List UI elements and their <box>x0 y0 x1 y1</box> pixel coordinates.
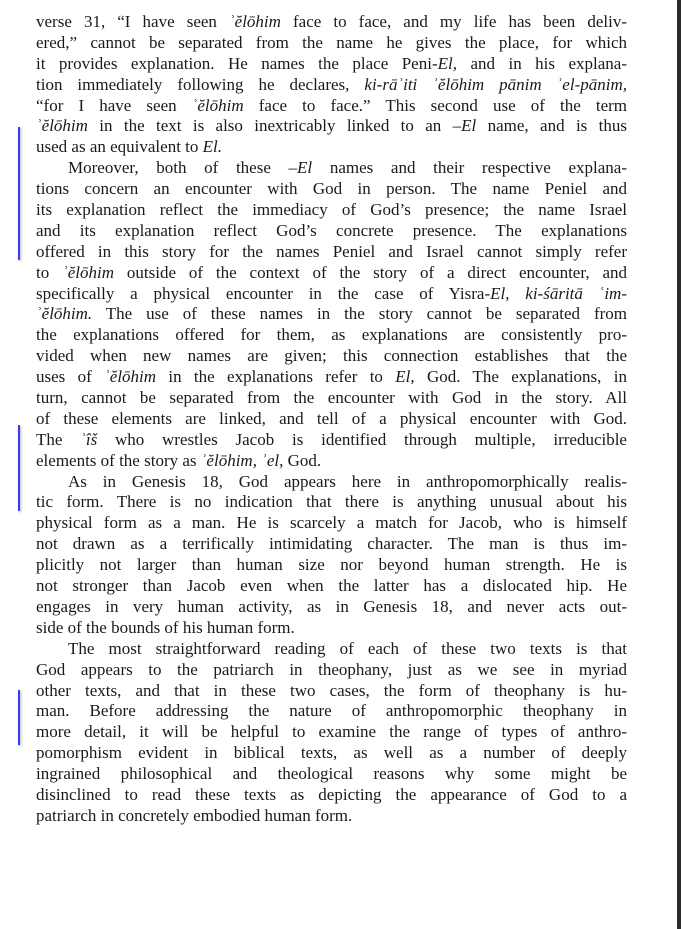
text-run: turn, cannot be separated from the encounter with God in the story. All <box>36 388 627 408</box>
text-run: man. Before addressing the nature of anthropomorphic theophany in <box>36 701 627 721</box>
text-run: the explanations offered for them, as explanations are consistently pro- <box>36 325 627 345</box>
text-line <box>36 346 627 367</box>
italic-term: ʾĕlōhim. <box>36 304 93 324</box>
text-run: As in Genesis 18, God appears here in anthropomorphically realis- <box>68 471 627 491</box>
italic-term: El <box>297 158 313 178</box>
viewer-edge <box>677 0 681 929</box>
text-run: tic form. There is no indication that there is anything unusual about his <box>36 492 627 512</box>
text-run: and its explanation reflect God’s concrete presence. The explanations <box>36 220 627 240</box>
text-run: who wrestles Jacob is identified through multiple, irreducible <box>97 429 627 449</box>
text-run: pomorphism evident in biblical texts, as well as a number of deeply <box>36 743 627 763</box>
text-run: disinclined to read these texts as depicting the appearance of God to a <box>36 784 627 804</box>
text-run: name, and is thus <box>476 116 627 136</box>
text-run: The most straightforward reading of each of these two texts is that <box>68 638 627 658</box>
text-line <box>36 806 627 827</box>
italic-term: ʾĕlōhim <box>229 12 281 31</box>
text-line <box>36 179 627 200</box>
text-line <box>36 33 627 54</box>
text-line <box>36 451 627 472</box>
text-line <box>36 492 627 513</box>
text-line <box>36 743 627 764</box>
text-line <box>36 200 627 221</box>
text-line <box>36 116 627 137</box>
text-run: God. The explanations, in <box>414 367 627 387</box>
text-run: specifically a physical encounter in the case of Yisra- <box>36 283 491 303</box>
text-run: and in his explana- <box>456 53 627 73</box>
text-line <box>36 75 627 96</box>
text-run: elements of the story as <box>36 450 201 470</box>
text-line <box>36 430 627 451</box>
text-line <box>36 388 627 409</box>
text-line <box>36 472 627 493</box>
text-run: physical form as a man. He is scarcely a match for Jacob, who is himself <box>36 513 627 533</box>
text-run: face to face, and my life has been deliv- <box>280 12 627 31</box>
text-run: ered,” cannot be separated from the name he gives the place, for which <box>36 32 627 52</box>
text-run: to <box>36 262 63 282</box>
italic-term: ʾĕlōhim <box>104 367 157 387</box>
text-line <box>36 12 627 33</box>
text-line <box>36 639 627 660</box>
body-text <box>36 12 627 827</box>
text-run: in the text is also inextricably linked to an – <box>87 116 462 136</box>
text-line <box>36 722 627 743</box>
text-line <box>36 137 627 158</box>
text-run: plicitly not larger than human size nor beyond human strength. He is <box>36 555 627 575</box>
text-line <box>36 96 627 117</box>
text-line <box>36 555 627 576</box>
text-line <box>36 221 627 242</box>
italic-term: El <box>461 116 477 136</box>
text-run: vided when new names are given; this connection establishes that the <box>36 346 627 366</box>
italic-term: El, <box>437 53 457 73</box>
margin-annotation-mark <box>18 690 20 745</box>
text-run: in the explanations refer to <box>156 367 396 387</box>
text-line <box>36 325 627 346</box>
text-run: side of the bounds of his human form. <box>36 617 295 637</box>
text-line <box>36 367 627 388</box>
text-run: of these elements are linked, and tell of a physical encounter with God. <box>36 408 627 428</box>
text-line <box>36 513 627 534</box>
text-run: uses of <box>36 367 105 387</box>
text-run: The use of these names in the story cannot be separated from <box>92 304 627 324</box>
italic-term: El, ki-śāritā ʿim- <box>490 283 627 303</box>
text-run: “for I have seen <box>36 95 192 115</box>
margin-annotation-mark <box>18 127 20 260</box>
text-line <box>36 764 627 785</box>
text-line <box>36 534 627 555</box>
italic-term: ki-rāʾiti ʾĕlōhim pānim ʾel-pānim, <box>364 74 627 94</box>
text-line <box>36 660 627 681</box>
text-run: tions concern an encounter with God in person. The name Peniel and <box>36 179 627 199</box>
text-run: not stronger than Jacob even when the latter has a dislocated hip. He <box>36 576 627 596</box>
text-line <box>36 54 627 75</box>
text-run: offered in this story for the names Peniel and Israel cannot simply refer <box>36 241 627 261</box>
text-run: used as an equivalent to <box>36 137 203 157</box>
text-run: God appears to the patriarch in theophany, just as we see in myriad <box>36 659 627 679</box>
text-run: other texts, and that in these two cases, the form of theophany is hu- <box>36 680 627 700</box>
text-line <box>36 284 627 305</box>
italic-term: ʾĕlōhim <box>62 262 115 282</box>
italic-term: El, <box>395 367 415 387</box>
text-run: not drawn as a terrifically intimidating character. The man is thus im- <box>36 534 627 554</box>
text-line <box>36 618 627 639</box>
text-line <box>36 263 627 284</box>
text-line <box>36 681 627 702</box>
text-run: verse 31, “I have seen <box>36 12 229 31</box>
italic-term: ʾĕlōhim <box>36 116 88 136</box>
text-line <box>36 304 627 325</box>
text-run: names and their respective explana- <box>312 158 627 178</box>
text-line <box>36 576 627 597</box>
text-run: The <box>36 429 81 449</box>
text-run: ingrained philosophical and theological reasons why some might be <box>36 764 627 784</box>
text-line <box>36 409 627 430</box>
text-run: outside of the context of the story of a direct encounter, and <box>114 262 627 282</box>
text-run: face to face.” This second use of the term <box>243 95 628 115</box>
text-run: patriarch in concretely embodied human form. <box>36 805 353 825</box>
text-run: God. <box>283 450 322 470</box>
italic-term: ʾîš <box>80 429 98 449</box>
text-run: more detail, it will be helpful to examine the range of types of anthro- <box>36 722 627 742</box>
text-run: tion immediately following he declares, <box>36 74 365 94</box>
italic-term: ʾĕlōhim, ʾel, <box>200 450 284 470</box>
text-line <box>36 242 627 263</box>
italic-term: ʾĕlōhim <box>191 95 244 115</box>
text-run: Moreover, both of these – <box>68 158 298 178</box>
text-line <box>36 597 627 618</box>
italic-term: El. <box>202 137 223 157</box>
margin-annotation-mark <box>18 425 20 511</box>
text-line <box>36 158 627 179</box>
text-run: its explanation reflect the immediacy of God’s presence; the name Israel <box>36 200 627 220</box>
text-line <box>36 785 627 806</box>
text-line <box>36 701 627 722</box>
text-run: it provides explanation. He names the place Peni- <box>36 53 438 73</box>
text-run: engages in very human activity, as in Genesis 18, and never acts out- <box>36 596 627 616</box>
